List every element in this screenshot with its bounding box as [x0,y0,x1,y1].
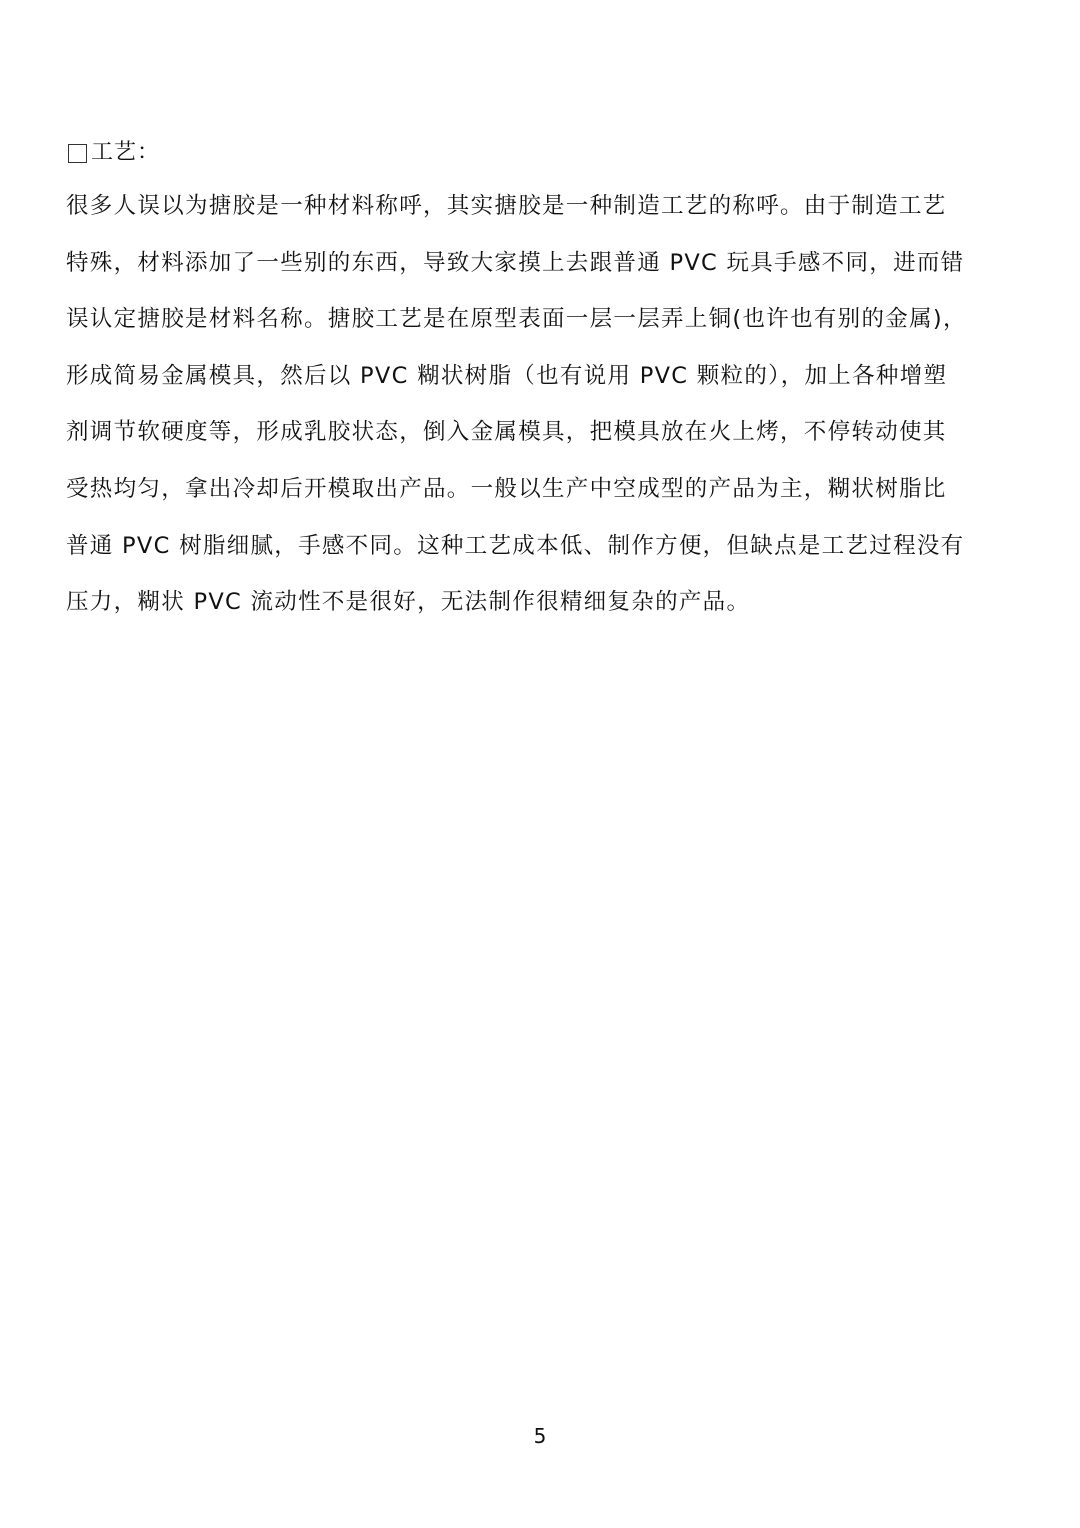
paragraph-line: 误认定搪胶是材料名称。搪胶工艺是在原型表面一层一层弄上铜(也许也有别的金属)， [66,306,967,333]
content-area [66,128,1016,631]
paragraph-line: 剂调节软硬度等，形成乳胶状态，倒入金属模具，把模具放在火上烤，不停转动使其 [66,419,947,446]
paragraph-line: 普通 PVC 树脂细腻，手感不同。这种工艺成本低、制作方便，但缺点是工艺过程没有 [66,532,965,559]
paragraph-line: 受热均匀，拿出冷却后开模取出产品。一般以生产中空成型的产品为主，糊状树脂比 [66,475,947,502]
paragraph-line: 特殊，材料添加了一些别的东西，导致大家摸上去跟普通 PVC 玩具手感不同，进而错 [66,249,965,276]
paragraph-line: 很多人误以为搪胶是一种材料称呼，其实搪胶是一种制造工艺的称呼。由于制造工艺 [66,193,947,219]
section-heading [66,128,1016,178]
body-paragraph [66,178,1016,631]
paragraph-line: 压力，糊状 PVC 流动性不是很好，无法制作很精细复杂的产品。 [66,589,751,616]
page-number: 5 [533,1424,547,1448]
checkbox-icon [68,144,87,163]
section-heading-label: 工艺： [91,140,161,165]
paragraph-line: 形成简易金属模具，然后以 PVC 糊状树脂（也有说用 PVC 颗粒的），加上各种增塑 [66,362,948,389]
